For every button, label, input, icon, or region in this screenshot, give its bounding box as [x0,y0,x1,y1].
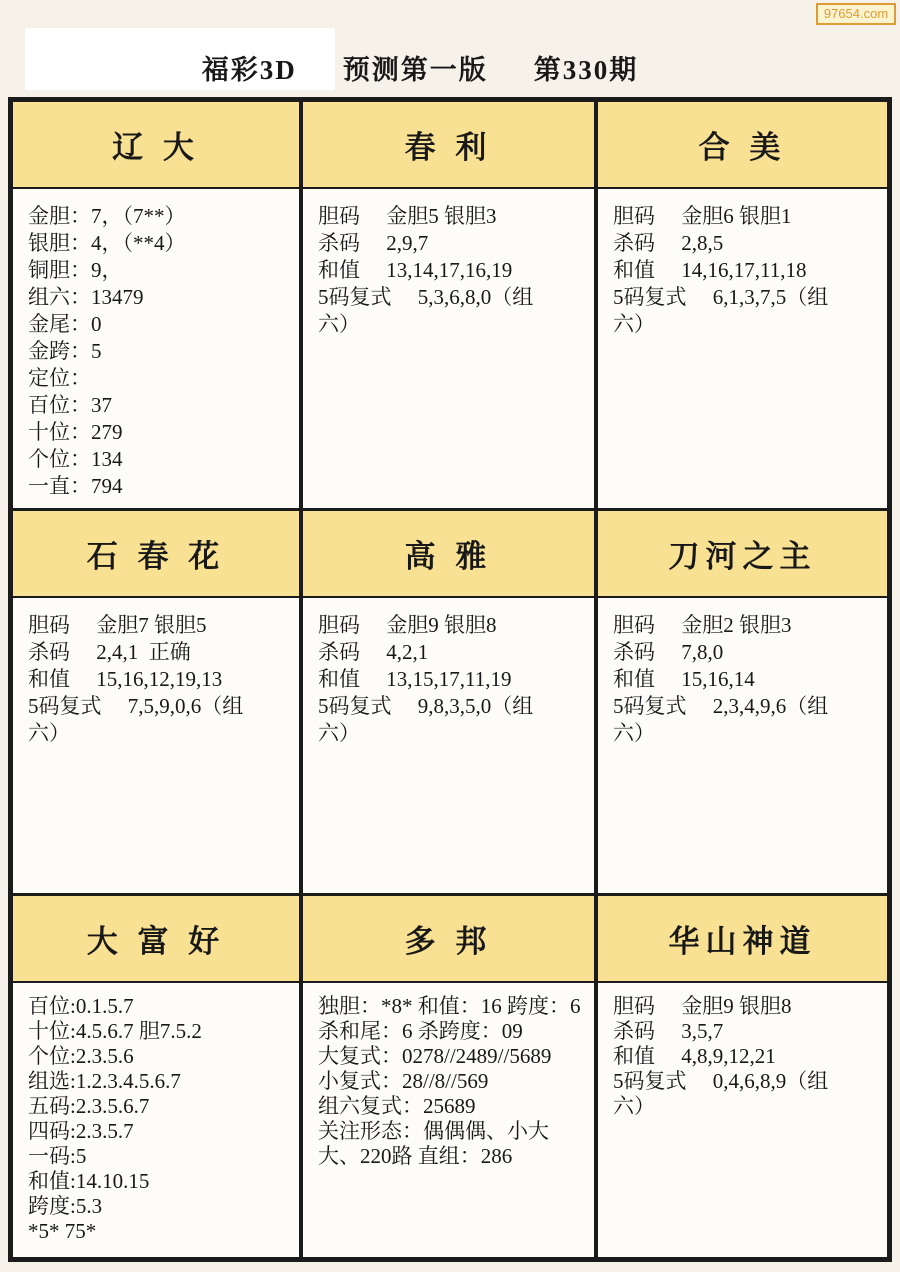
cell-content [13,598,299,893]
cell-content [13,983,299,1257]
cell-line: 和值 15,16,12,19,13 [28,667,223,691]
cell-line: 五码:2.3.5.6.7 [28,1094,150,1118]
cell-line: 和值 13,15,17,11,19 [318,667,512,691]
cell-line: 5码复式 9,8,3,5,0（组 [318,694,534,718]
cell-line: 杀码 2,8,5 [613,231,724,255]
predictor-cell [598,508,887,893]
watermark-badge [816,3,896,25]
cell-line: 一码:5 [28,1144,87,1168]
cell-line: 杀码 3,5,7 [613,1019,724,1043]
predictor-cell [303,893,598,1257]
cell-line: *5* 75* [28,1219,97,1243]
predictor-cell [303,102,598,508]
cell-line: 杀码 7,8,0 [613,640,724,664]
cell-line: 独胆：*8* 和值：16 跨度：6 [318,994,581,1018]
cell-line: 金尾：0 [28,312,102,336]
cell-line: 杀和尾：6 杀跨度：09 [318,1019,523,1043]
cell-title: 多 邦 [303,896,594,983]
cell-line: 定位： [28,366,91,390]
cell-line: 六） [318,721,360,745]
predictor-cell [13,508,303,893]
cell-line: 组选:1.2.3.4.5.6.7 [28,1069,181,1093]
cell-line: 5码复式 6,1,3,7,5（组 [613,285,829,309]
predictor-cell [598,893,887,1257]
prediction-grid [8,97,892,1262]
cell-line: 大复式：0278//2489//5689 [318,1044,552,1068]
predictor-cell [598,102,887,508]
cell-line: 和值 14,16,17,11,18 [613,258,807,282]
cell-line: 组六：13479 [28,285,144,309]
watermark-text: 97654.com [823,6,889,21]
cell-content [303,983,594,1257]
cell-title: 华山神道 [598,896,887,983]
cell-content [303,189,594,508]
cell-line: 胆码 金胆2 银胆3 [613,613,792,637]
page-title-lottery-name: 福彩3D [201,55,297,85]
cell-title: 大 富 好 [13,896,299,983]
cell-line: 铜胆：9， [28,258,123,282]
cell-content [598,189,887,508]
page-title-issue-number: 第330期 [533,55,639,85]
cell-line: 个位:2.3.5.6 [28,1044,134,1068]
cell-line: 六） [318,312,360,336]
cell-line: 杀码 2,9,7 [318,231,429,255]
cell-line: 组六复式：25689 [318,1094,476,1118]
cell-line: 5码复式 0,4,6,8,9（组 [613,1069,829,1093]
cell-line: 六） [613,721,655,745]
cell-line: 和值 4,8,9,12,21 [613,1044,776,1068]
cell-line: 银胆：4，（**4） [28,231,186,255]
cell-line: 十位:4.5.6.7 胆7.5.2 [28,1019,202,1043]
cell-content [598,983,887,1257]
cell-line: 金跨：5 [28,339,102,363]
cell-line: 杀码 4,2,1 [318,640,429,664]
cell-line: 胆码 金胆9 银胆8 [613,994,792,1018]
cell-title: 高 雅 [303,511,594,598]
cell-line: 六） [28,721,70,745]
cell-line: 5码复式 2,3,4,9,6（组 [613,694,829,718]
cell-line: 胆码 金胆7 银胆5 [28,613,207,637]
cell-title: 刀河之主 [598,511,887,598]
predictor-cell [13,893,303,1257]
cell-line: 金胆：7，（7**） [28,204,186,228]
cell-line: 四码:2.3.5.7 [28,1119,134,1143]
predictor-cell [13,102,303,508]
cell-line: 大、220路 直组：286 [318,1144,513,1168]
cell-line: 和值 13,14,17,16,19 [318,258,513,282]
cell-line: 跨度:5.3 [28,1194,103,1218]
cell-content [598,598,887,893]
cell-line: 胆码 金胆5 银胆3 [318,204,497,228]
cell-content [13,189,299,508]
cell-line: 胆码 金胆9 银胆8 [318,613,497,637]
cell-title: 春 利 [303,102,594,189]
cell-line: 小复式：28//8//569 [318,1069,489,1093]
cell-content [303,598,594,893]
cell-line: 六） [613,1094,655,1118]
predictor-cell [303,508,598,893]
cell-line: 个位：134 [28,447,123,471]
cell-line: 一直：794 [28,474,123,498]
page-title-edition: 预测第一版 [342,55,488,85]
cell-title: 辽 大 [13,102,299,189]
cell-line: 百位:0.1.5.7 [28,994,134,1018]
cell-line: 和值:14.10.15 [28,1169,150,1193]
cell-title: 合 美 [598,102,887,189]
cell-line: 胆码 金胆6 银胆1 [613,204,792,228]
cell-line: 5码复式 5,3,6,8,0（组 [318,285,534,309]
cell-title: 石 春 花 [13,511,299,598]
cell-line: 百位：37 [28,393,112,417]
page-title [0,48,840,87]
cell-line: 关注形态：偶偶偶、小大 [318,1119,549,1143]
cell-line: 十位：279 [28,420,123,444]
cell-line: 和值 15,16,14 [613,667,755,691]
cell-line: 5码复式 7,5,9,0,6（组 [28,694,244,718]
cell-line: 杀码 2,4,1 正确 [28,640,191,664]
cell-line: 六） [613,312,655,336]
